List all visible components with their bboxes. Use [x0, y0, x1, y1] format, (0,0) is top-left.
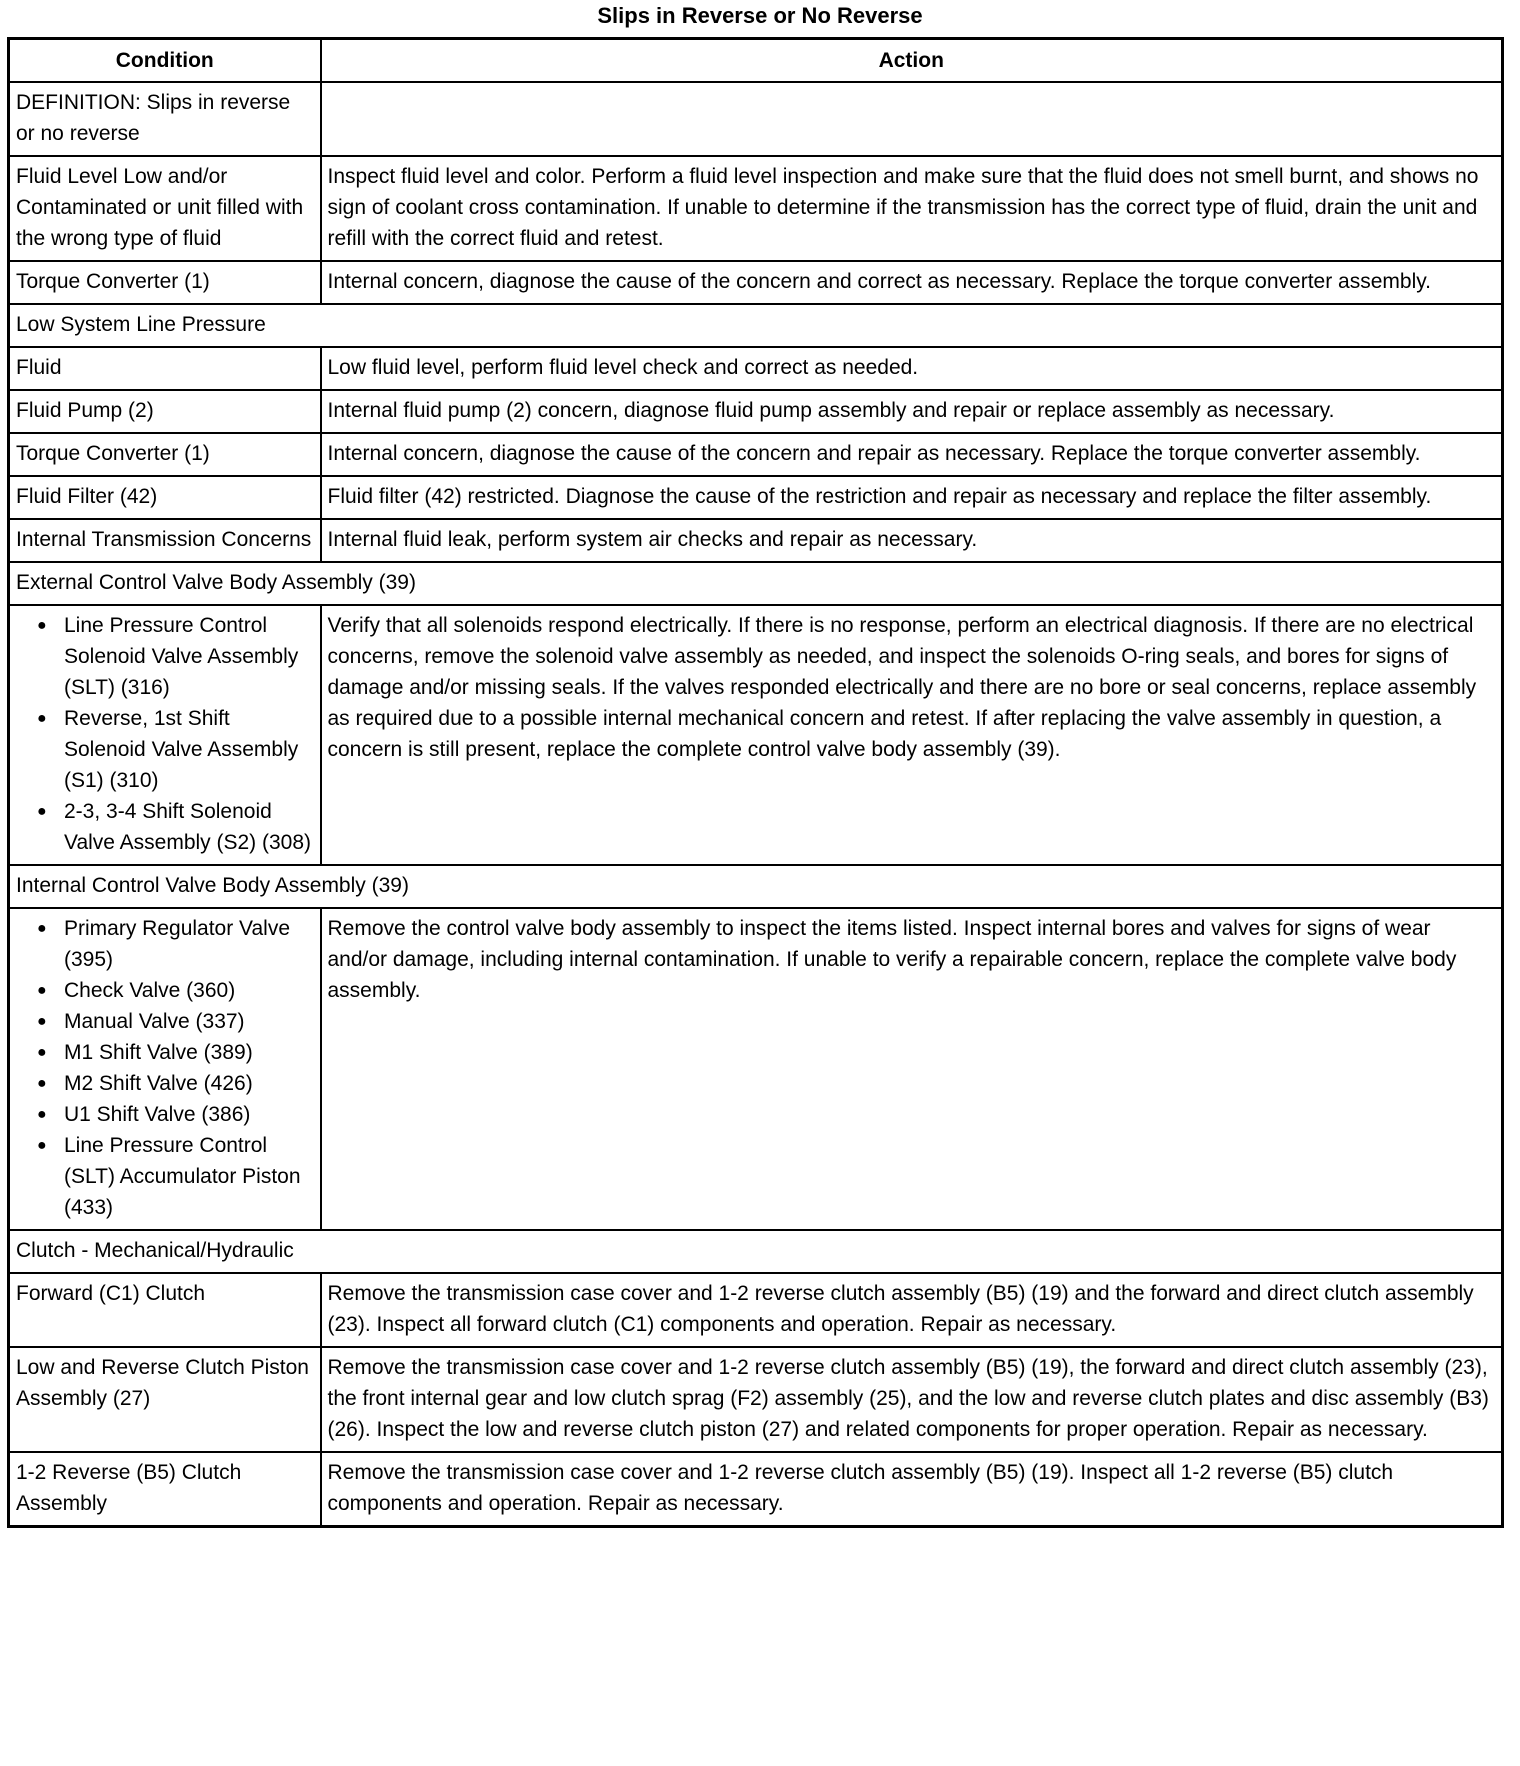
condition-bullet-item: ● 2-3, 3-4 Shift Solenoid Valve Assembly (S2) (308): [16, 796, 312, 858]
troubleshooting-table: [7, 37, 1504, 1528]
condition-bullet-list: [16, 610, 312, 858]
condition-bullet-item: ● U1 Shift Valve (386): [16, 1099, 312, 1130]
section-row: [9, 1230, 1503, 1273]
section-label: Clutch - Mechanical/Hydraulic: [9, 1230, 1503, 1273]
condition-bullet-item: ● M2 Shift Valve (426): [16, 1068, 312, 1099]
troubleshooting-table-body: [9, 82, 1503, 1527]
action-cell: Internal concern, diagnose the cause of the concern and correct as necessary. Replace the torque converter assembly.: [321, 261, 1503, 304]
condition-cell: Fluid Level Low and/or Contaminated or unit filled with the wrong type of fluid: [9, 156, 321, 261]
section-label: Internal Control Valve Body Assembly (39): [9, 865, 1503, 908]
section-row: [9, 865, 1503, 908]
page-title: Slips in Reverse or No Reverse: [597, 3, 923, 28]
table-row: [9, 605, 1503, 865]
table-row: [9, 1347, 1503, 1452]
condition-cell: Low and Reverse Clutch Piston Assembly (27): [9, 1347, 321, 1452]
section-label: Low System Line Pressure: [9, 304, 1503, 347]
action-column-header: Action: [321, 39, 1503, 83]
condition-bullet-item: ● M1 Shift Valve (389): [16, 1037, 312, 1068]
condition-cell: Fluid Pump (2): [9, 390, 321, 433]
condition-bullet-item: ● Check Valve (360): [16, 975, 312, 1006]
action-cell: Internal fluid pump (2) concern, diagnose fluid pump assembly and repair or replace assembly as necessary.: [321, 390, 1503, 433]
action-cell: Remove the transmission case cover and 1-2 reverse clutch assembly (B5) (19), the forward and direct clutch assembly (23), the front internal gear and low clutch sprag (F2) assembly (25), and the low and reverse clutch plates and disc assembly (B3) (26). Inspect the low and reverse clutch piston (27) and related components for proper operation. Repair as necessary.: [321, 1347, 1503, 1452]
action-cell: Remove the transmission case cover and 1-2 reverse clutch assembly (B5) (19) and the forward and direct clutch assembly (23). Inspect all forward clutch (C1) components and operation. Repair as necessary.: [321, 1273, 1503, 1347]
condition-cell: [9, 908, 321, 1230]
table-row: [9, 433, 1503, 476]
table-row: [9, 156, 1503, 261]
condition-cell: Internal Transmission Concerns: [9, 519, 321, 562]
condition-bullet-item: ● Line Pressure Control (SLT) Accumulator Piston (433): [16, 1130, 312, 1223]
condition-cell: Torque Converter (1): [9, 261, 321, 304]
condition-cell: Torque Converter (1): [9, 433, 321, 476]
condition-bullet-item: ● Line Pressure Control Solenoid Valve Assembly (SLT) (316): [16, 610, 312, 703]
action-cell: Verify that all solenoids respond electrically. If there is no response, perform an electrical diagnosis. If there are no electrical concerns, remove the solenoid valve assembly as needed, and inspect the solenoids O-ring seals, and bores for signs of damage and/or missing seals. If the valves responded electrically and there are no bore or seal concerns, replace assembly as required due to a possible internal mechanical concern and retest. If after replacing the valve assembly in question, a concern is still present, replace the complete control valve body assembly (39).: [321, 605, 1503, 865]
table-row: [9, 82, 1503, 156]
action-cell: Remove the control valve body assembly to inspect the items listed. Inspect internal bores and valves for signs of wear and/or damage, including internal contamination. If unable to verify a repairable concern, replace the complete valve body assembly.: [321, 908, 1503, 1230]
action-cell: Internal fluid leak, perform system air checks and repair as necessary.: [321, 519, 1503, 562]
table-row: [9, 347, 1503, 390]
section-row: [9, 562, 1503, 605]
condition-bullet-item: ● Primary Regulator Valve (395): [16, 913, 312, 975]
action-cell: Low fluid level, perform fluid level check and correct as needed.: [321, 347, 1503, 390]
condition-cell: Fluid: [9, 347, 321, 390]
table-row: [9, 1273, 1503, 1347]
table-header-row: [9, 39, 1503, 83]
action-cell: Remove the transmission case cover and 1-2 reverse clutch assembly (B5) (19). Inspect all 1-2 reverse (B5) clutch components and operation. Repair as necessary.: [321, 1452, 1503, 1527]
condition-cell: Fluid Filter (42): [9, 476, 321, 519]
condition-bullet-item: ● Manual Valve (337): [16, 1006, 312, 1037]
condition-cell: DEFINITION: Slips in reverse or no reverse: [9, 82, 321, 156]
condition-cell: 1-2 Reverse (B5) Clutch Assembly: [9, 1452, 321, 1527]
table-row: [9, 908, 1503, 1230]
condition-column-header: Condition: [9, 39, 321, 83]
section-row: [9, 304, 1503, 347]
section-label: External Control Valve Body Assembly (39): [9, 562, 1503, 605]
condition-bullet-list: [16, 913, 312, 1223]
action-cell: Inspect fluid level and color. Perform a fluid level inspection and make sure that the fluid does not smell burnt, and shows no sign of coolant cross contamination. If unable to determine if the transmission has the correct type of fluid, drain the unit and refill with the correct fluid and retest.: [321, 156, 1503, 261]
table-row: [9, 476, 1503, 519]
action-cell: Fluid filter (42) restricted. Diagnose the cause of the restriction and repair as necessary and replace the filter assembly.: [321, 476, 1503, 519]
action-cell: [321, 82, 1503, 156]
table-row: [9, 261, 1503, 304]
action-cell: Internal concern, diagnose the cause of the concern and repair as necessary. Replace the torque converter assembly.: [321, 433, 1503, 476]
table-row: [9, 1452, 1503, 1527]
table-row: [9, 519, 1503, 562]
condition-cell: Forward (C1) Clutch: [9, 1273, 321, 1347]
condition-cell: [9, 605, 321, 865]
condition-bullet-item: ● Reverse, 1st Shift Solenoid Valve Assembly (S1) (310): [16, 703, 312, 796]
table-row: [9, 390, 1503, 433]
